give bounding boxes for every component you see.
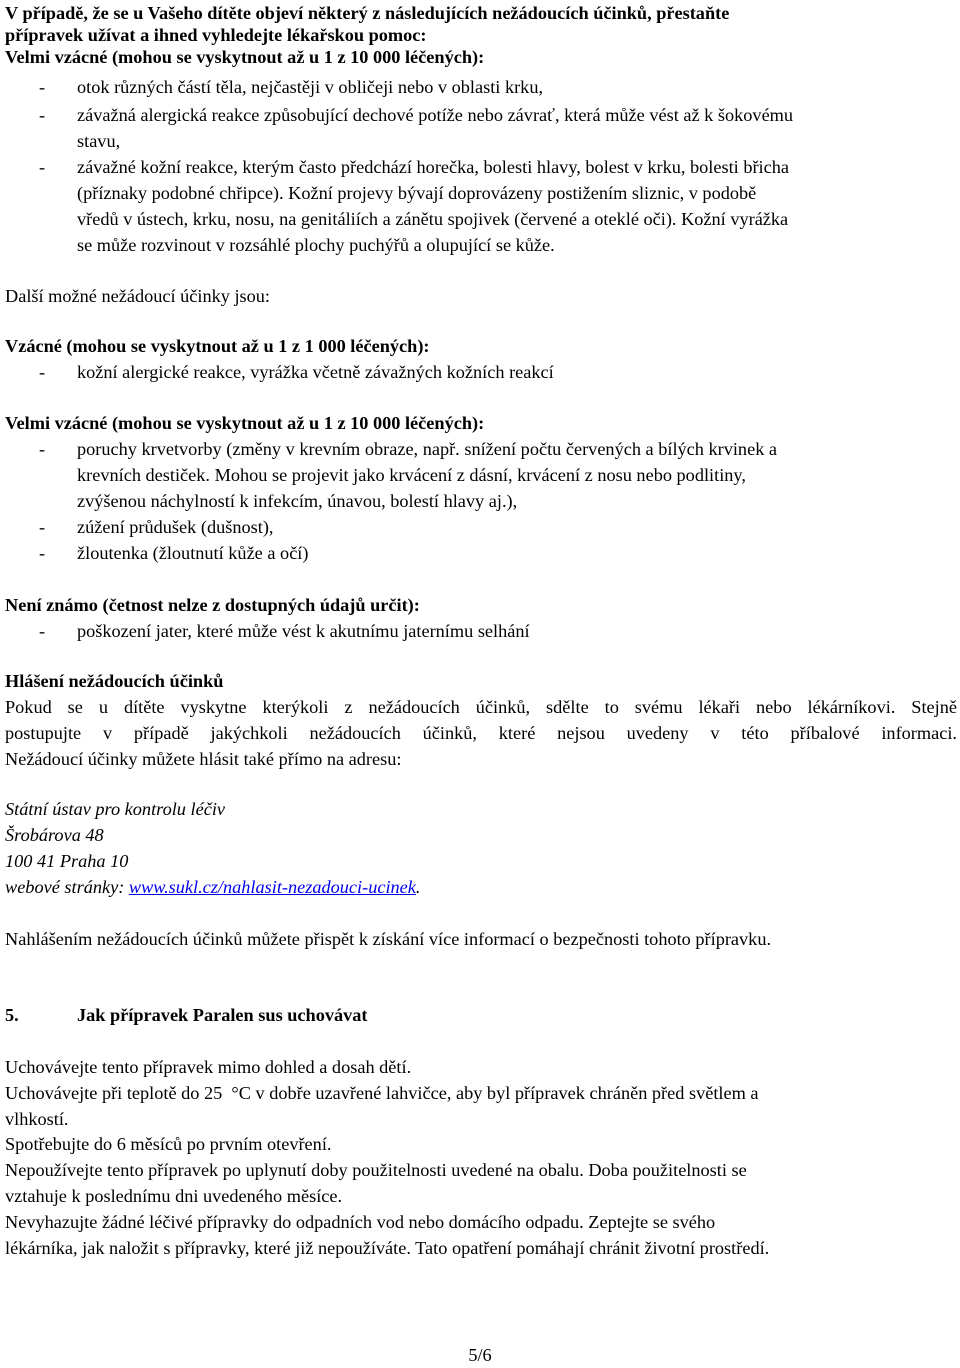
storage-line-2: Uchovávejte při teplotě do 25 °C v dobře uzavřené lahvičce, aby byl přípravek chráněn před světlem a [5, 1083, 759, 1103]
list-dash: - [39, 543, 46, 563]
reporting-line-1: Pokud se u dítěte vyskytne kterýkoli z nežádoucích účinků, sdělte to svému lékaři nebo lékárníkovi. Stejně [5, 697, 957, 717]
section-5-number: 5. [5, 1005, 19, 1025]
list-dash: - [39, 362, 46, 382]
unknown-frequency-heading: Není známo (četnost nelze z dostupných údajů určit): [5, 595, 420, 615]
website-label: webové stránky: [5, 877, 129, 897]
list-dash: - [39, 517, 46, 537]
reporting-line-2: postupujte v případě jakýchkoli nežádoucích účinků, které nejsou uvedeny v této příbalové informaci. [5, 723, 957, 743]
list-dash: - [39, 77, 46, 97]
reporting-line-3: Nežádoucí účinky můžete hlásit také přímo na adresu: [5, 749, 402, 769]
serious-item-3-line-2: (příznaky podobné chřipce). Kožní projevy bývají doprovázeny postižením sliznic, v podobě [77, 183, 757, 203]
other-effects-intro: Další možné nežádoucí účinky jsou: [5, 286, 271, 306]
very-rare-heading: Velmi vzácné (mohou se vyskytnout až u 1 z 10 000 léčených): [5, 413, 485, 433]
rare-item-1: kožní alergické reakce, vyrážka včetně závažných kožních reakcí [77, 362, 554, 382]
reporting-heading: Hlášení nežádoucích účinků [5, 671, 224, 691]
storage-line-7: Nevyhazujte žádné léčivé přípravky do odpadních vod nebo domácího odpadu. Zeptejte se svého [5, 1212, 716, 1232]
list-dash: - [39, 105, 46, 125]
very-rare-item-2: zúžení průdušek (dušnost), [77, 517, 274, 537]
list-dash: - [39, 621, 46, 641]
storage-line-1: Uchovávejte tento přípravek mimo dohled a dosah dětí. [5, 1057, 412, 1077]
serious-item-3-line-4: se může rozvinout v rozsáhlé plochy puchýřů a olupující se kůže. [77, 235, 555, 255]
very-rare-item-1-line-3: zvýšenou náchylností k infekcím, únavou, bolestí hlavy aj.), [77, 491, 518, 511]
list-dash: - [39, 157, 46, 177]
storage-line-4: Spotřebujte do 6 měsíců po prvním otevření. [5, 1134, 332, 1154]
storage-line-6: vztahuje k poslednímu dni uvedeného měsíce. [5, 1186, 343, 1206]
address-line-2: Šrobárova 48 [5, 825, 104, 845]
list-dash: - [39, 439, 46, 459]
storage-line-5: Nepoužívejte tento přípravek po uplynutí doby použitelnosti uvedené na obalu. Doba použitelnosti se [5, 1160, 747, 1180]
intro-line-1: V případě, že se u Vašeho dítěte objeví některý z následujících nežádoucích účinků, přestaňte [5, 3, 730, 23]
serious-item-3-line-1: závažné kožní reakce, kterým často předchází horečka, bolesti hlavy, bolest v krku, bolesti břicha [77, 157, 790, 177]
storage-line-8: lékárníka, jak naložit s přípravky, které již nepoužíváte. Tato opatření pomáhají chránit životní prostředí. [5, 1238, 770, 1258]
address-line-1: Státní ústav pro kontrolu léčiv [5, 799, 226, 819]
unknown-item-1: poškození jater, které může vést k akutnímu jaternímu selhání [77, 621, 530, 641]
intro-line-2: přípravek užívat a ihned vyhledejte lékařskou pomoc: [5, 25, 427, 45]
serious-item-2-line-2: stavu, [77, 131, 121, 151]
very-rare-item-1-line-2: krevních destiček. Mohou se projevit jako krvácení z dásní, krvácení z nosu nebo podlitiny, [77, 465, 746, 485]
serious-item-2-line-1: závažná alergická reakce způsobující dechové potíže nebo závrať, která může vést až k šokovému [77, 105, 794, 125]
section-5-title: Jak přípravek Paralen sus uchovávat [77, 1005, 368, 1025]
rare-heading: Vzácné (mohou se vyskytnout až u 1 z 1 000 léčených): [5, 336, 430, 356]
reporting-closing: Nahlášením nežádoucích účinků můžete přispět k získání více informací o bezpečnosti tohoto přípravku. [5, 929, 772, 949]
serious-item-3-line-3: vředů v ústech, krku, nosu, na genitáliích a zánětu spojivek (červené a oteklé oči). Kožní vyrážka [77, 209, 789, 229]
website-line [5, 874, 421, 900]
very-rare-serious-heading: Velmi vzácné (mohou se vyskytnout až u 1 z 10 000 léčených): [5, 47, 485, 67]
website-end: . [415, 877, 421, 897]
website-link[interactable]: www.sukl.cz/nahlasit-nezadouci-ucinek [128, 877, 416, 897]
page-number: 5/6 [468, 1345, 492, 1365]
storage-line-3: vlhkostí. [5, 1109, 69, 1129]
very-rare-item-3: žloutenka (žloutnutí kůže a očí) [77, 543, 309, 563]
very-rare-item-1-line-1: poruchy krvetvorby (změny v krevním obraze, např. snížení počtu červených a bílých krvinek a [77, 439, 778, 459]
serious-item-1: otok různých částí těla, nejčastěji v obličeji nebo v oblasti krku, [77, 77, 544, 97]
address-line-3: 100 41 Praha 10 [5, 851, 129, 871]
